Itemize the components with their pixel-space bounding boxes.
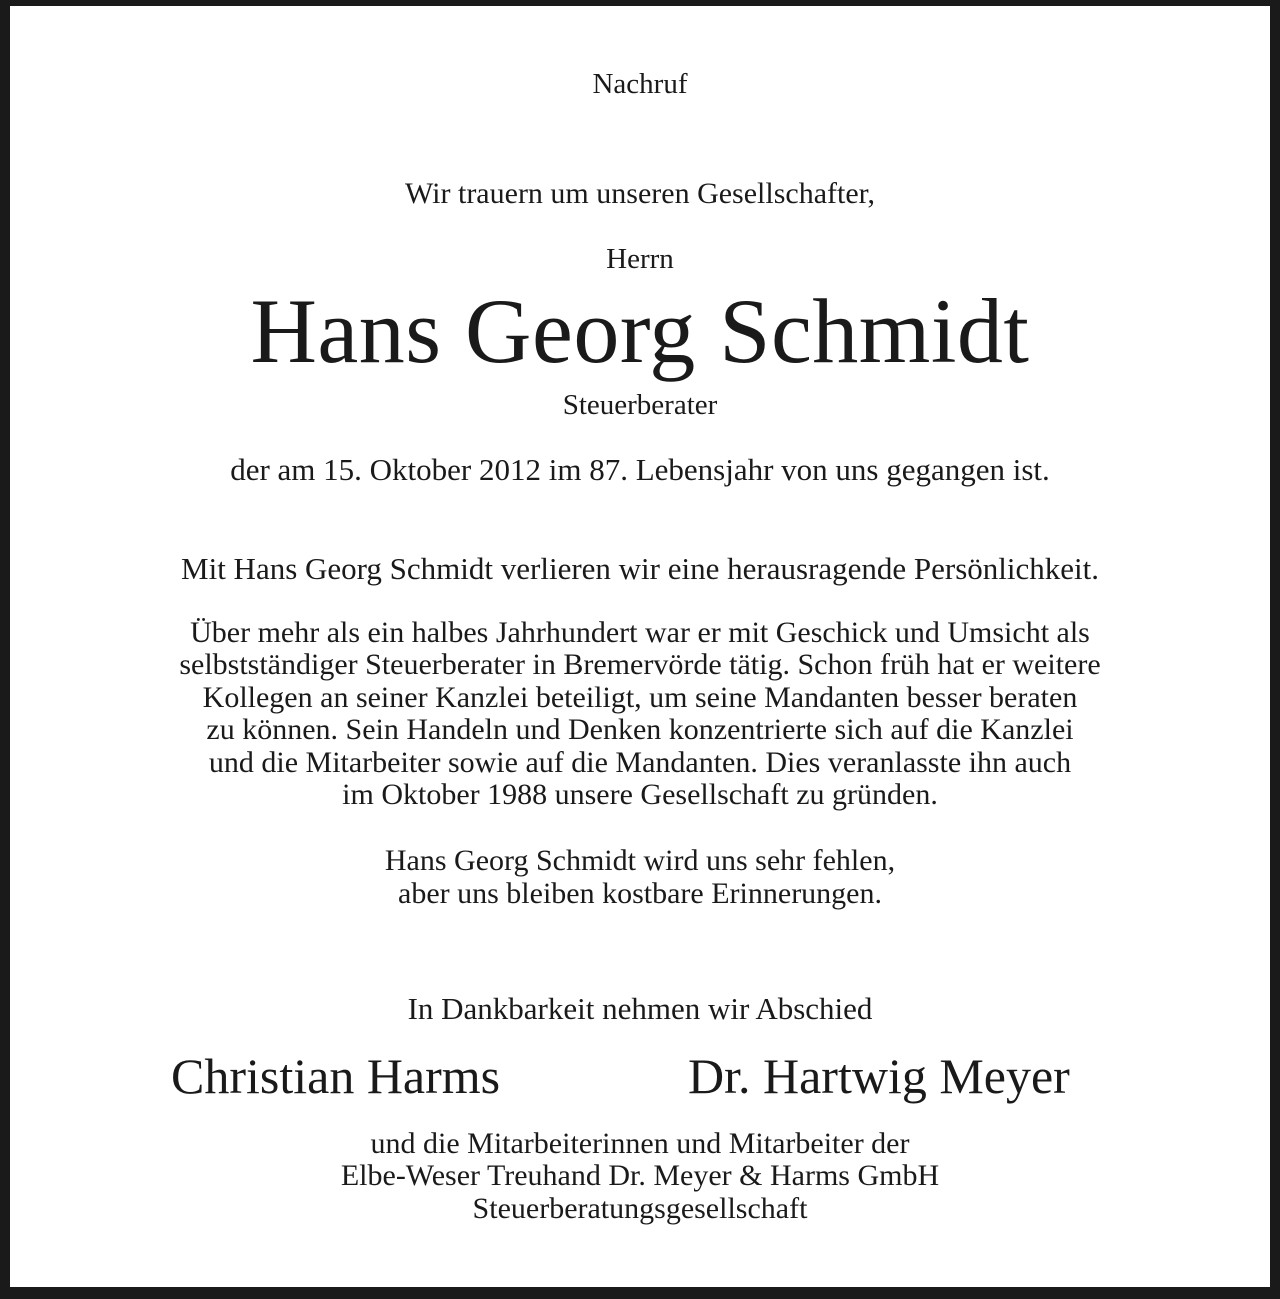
biography-line: zu können. Sein Handeln und Denken konzentrierte sich auf die Kanzlei	[206, 713, 1074, 746]
biography-line: selbstständiger Steuerberater in Bremervörde tätig. Schon früh hat er weitere	[179, 648, 1101, 681]
biography-line: und die Mitarbeiter sowie auf die Mandanten. Dies veranlasste ihn auch	[208, 746, 1072, 779]
closing-line: Hans Georg Schmidt wird uns sehr fehlen,	[384, 844, 896, 877]
death-line: der am 15. Oktober 2012 im 87. Lebensjahr von uns gegangen ist.	[230, 452, 1050, 487]
biography-line: Über mehr als ein halbes Jahrhundert war er mit Geschick und Umsicht als	[190, 616, 1090, 649]
tribute-line: Mit Hans Georg Schmidt verlieren wir eine herausragende Persönlichkeit.	[181, 551, 1099, 586]
company-line: und die Mitarbeiterinnen und Mitarbeiter der	[370, 1127, 910, 1160]
profession: Steuerberater	[562, 389, 718, 421]
obituary-header: Nachruf	[592, 68, 688, 100]
biography-line: Kollegen an seiner Kanzlei beteiligt, um seine Mandanten besser beraten	[202, 681, 1078, 714]
company-type: Steuerberatungsgesellschaft	[472, 1192, 808, 1225]
intro-line: Wir trauern um unseren Gesellschafter,	[405, 177, 875, 210]
closing-line: aber uns bleiben kostbare Erinnerungen.	[398, 877, 882, 910]
deceased-name: Hans Georg Schmidt	[250, 280, 1030, 382]
farewell-line: In Dankbarkeit nehmen wir Abschied	[407, 991, 873, 1026]
salutation: Herrn	[606, 243, 674, 275]
company-name: Elbe-Weser Treuhand Dr. Meyer & Harms GmbH	[340, 1159, 940, 1192]
signatory-christian-harms: Christian Harms	[171, 1048, 501, 1104]
signatory-hartwig-meyer: Dr. Hartwig Meyer	[688, 1048, 1070, 1104]
biography-line: im Oktober 1988 unsere Gesellschaft zu gründen.	[342, 778, 938, 811]
